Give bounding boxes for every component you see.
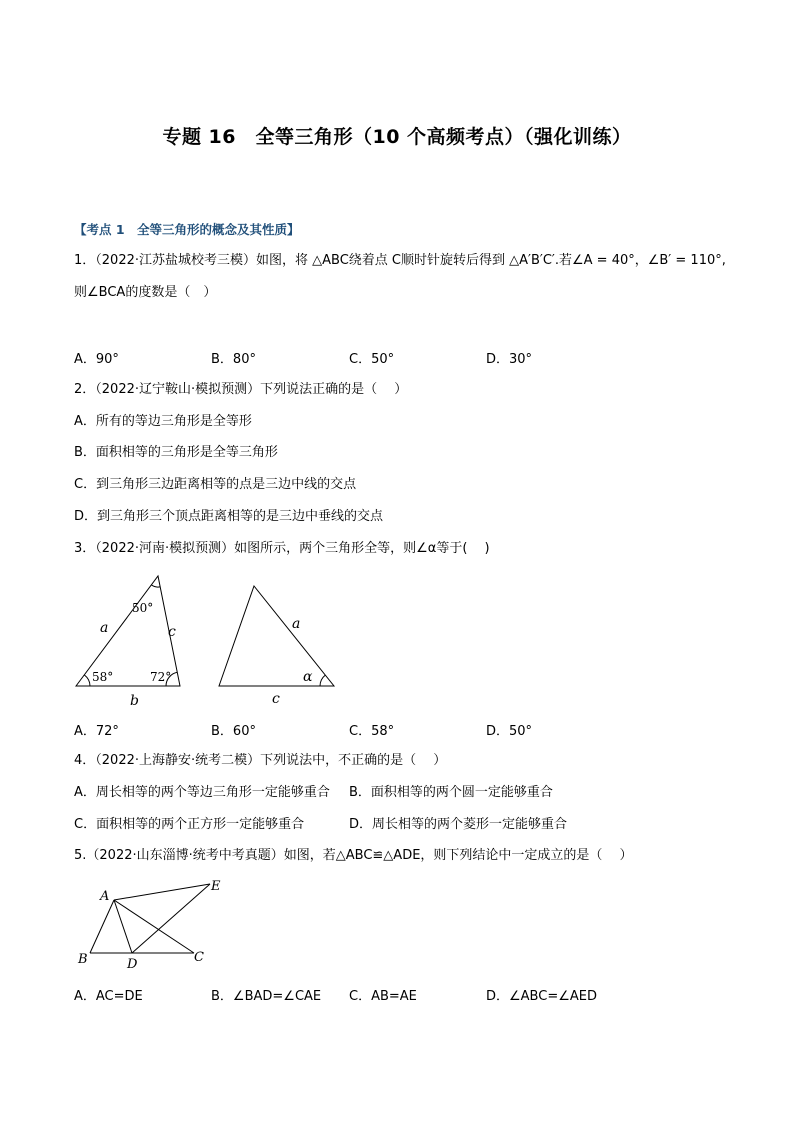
q3-label-b: b xyxy=(130,693,139,709)
segment-ad xyxy=(114,900,132,953)
q5-option-c: C．AB=AE xyxy=(349,989,417,1004)
q3-label-58: 58° xyxy=(92,670,114,684)
q3-label-72: 72° xyxy=(150,670,172,684)
q3-option-d: D．50° xyxy=(486,724,533,739)
q5-point-d: D xyxy=(127,957,138,972)
angle-arc-alpha xyxy=(320,675,325,686)
q4-option-d: D．周长相等的两个菱形一定能够重合 xyxy=(349,817,568,832)
page-title: 专题 16 全等三角形（10 个高频考点）（强化训练） xyxy=(162,126,632,148)
angle-arc-50 xyxy=(151,585,160,587)
q5-point-b: B xyxy=(78,952,88,967)
q5-point-e: E xyxy=(211,879,221,894)
q2-option-a: A．所有的等边三角形是全等形 xyxy=(74,414,252,429)
segment-ac xyxy=(114,900,194,953)
q3-label-c: c xyxy=(168,624,176,640)
triangle-2-outline xyxy=(219,586,334,686)
q2-option-b: B．面积相等的三角形是全等三角形 xyxy=(74,445,278,460)
q3-triangle-2 xyxy=(219,586,334,686)
q2-option-d: D．到三角形三个顶点距离相等的是三边中垂线的交点 xyxy=(74,509,384,524)
q5-point-c: C xyxy=(194,950,204,965)
q5-option-d: D．∠ABC=∠AED xyxy=(486,989,597,1004)
segment-ab xyxy=(90,900,114,953)
q4-option-c: C．面积相等的两个正方形一定能够重合 xyxy=(74,817,305,832)
q1-stem-line2: 则∠BCA的度数是（ ） xyxy=(74,285,217,300)
q3-option-a: A．72° xyxy=(74,724,119,739)
q3-option-c: C．58° xyxy=(349,724,395,739)
q4-option-b: B．面积相等的两个圆一定能够重合 xyxy=(349,785,553,800)
segment-ae xyxy=(114,884,210,900)
q1-option-a: A．90° xyxy=(74,352,119,367)
q5-stem: 5.（2022·山东淄博·统考中考真题）如图，若△ABC≌△ADE，则下列结论中一定成立的是（ ） xyxy=(74,848,633,863)
q3-label-a: a xyxy=(100,620,109,636)
segment-de xyxy=(132,884,210,953)
q3-option-b: B．60° xyxy=(211,724,256,739)
q3-fig2-label-alpha: α xyxy=(303,669,313,685)
q2-stem: 2．（2022·辽宁鞍山·模拟预测）下列说法正确的是（ ） xyxy=(74,382,408,397)
angle-arc-58 xyxy=(84,675,90,686)
q3-fig2-label-c: c xyxy=(272,691,280,707)
q3-figure xyxy=(70,570,350,710)
q4-stem: 4．（2022·上海静安·统考二模）下列说法中，不正确的是（ ） xyxy=(74,753,447,768)
q4-option-a: A．周长相等的两个等边三角形一定能够重合 xyxy=(74,785,330,800)
q5-figure xyxy=(72,874,242,974)
q3-label-50: 50° xyxy=(132,601,154,615)
q5-option-b: B．∠BAD=∠CAE xyxy=(211,989,322,1004)
section-heading: 【考点 1 全等三角形的概念及其性质】 xyxy=(74,222,300,237)
q3-fig2-label-a: a xyxy=(292,616,301,632)
q3-stem: 3．（2022·河南·模拟预测）如图所示，两个三角形全等，则∠α等于( ) xyxy=(74,541,490,556)
q2-option-c: C．到三角形三边距离相等的点是三边中线的交点 xyxy=(74,477,357,492)
q5-option-a: A．AC=DE xyxy=(74,989,143,1004)
q5-point-a: A xyxy=(100,889,110,904)
q1-option-b: B．80° xyxy=(211,352,256,367)
q1-option-d: D．30° xyxy=(486,352,533,367)
q1-option-c: C．50° xyxy=(349,352,395,367)
q1-stem-line1: 1．（2022·江苏盐城校考三模）如图，将 △ABC绕着点 C顺时针旋转后得到 △A′B′C′.若∠A = 40°，∠B′ = 110°, xyxy=(74,253,726,268)
